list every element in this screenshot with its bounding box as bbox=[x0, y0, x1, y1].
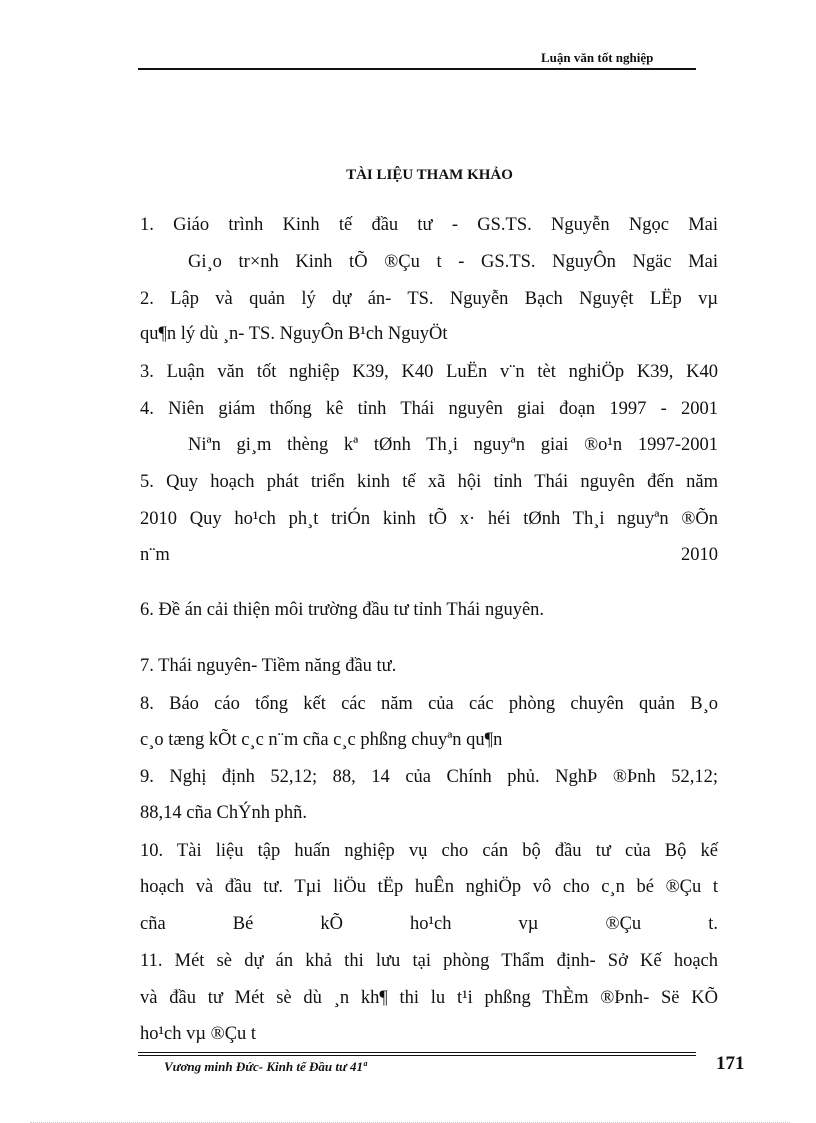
page-number: 171 bbox=[716, 1053, 745, 1074]
reference-line: 6. Đề án cải thiện môi trường đầu tư tỉnh Thái nguyên. bbox=[140, 600, 545, 620]
reference-line: 5. Quy hoạch phát triển kinh tế xã hội tỉnh Thái nguyên đến năm bbox=[140, 472, 718, 492]
reference-line: Gi¸o tr×nh Kinh tÕ ®Çu t - GS.TS. NguyÔn Ngäc Mai bbox=[188, 252, 718, 272]
reference-line: hoạch và đầu tư. Tµi liÖu tËp huÊn nghiÖp vô cho c¸n bé ®Çu t bbox=[140, 877, 718, 897]
reference-line: 3. Luận văn tốt nghiệp K39, K40 LuËn v¨n tèt nghiÖp K39, K40 bbox=[140, 362, 718, 382]
reference-line: 9. Nghị định 52,12; 88, 14 của Chính phủ. NghÞ ®Þnh 52,12; bbox=[140, 767, 718, 787]
reference-line: c¸o tæng kÕt c¸c n¨m cña c¸c phßng chuyªn qu¶n bbox=[140, 730, 503, 750]
reference-line: 10. Tài liệu tập huấn nghiệp vụ cho cán bộ đầu tư của Bộ kế bbox=[140, 841, 718, 861]
reference-line: Niªn gi¸m thèng kª tØnh Th¸i nguyªn giai ®o¹n 1997-2001 bbox=[188, 435, 718, 455]
running-header: Luận văn tốt nghiệp bbox=[541, 50, 654, 65]
reference-line: 1. Giáo trình Kinh tế đầu tư - GS.TS. Nguyễn Ngọc Mai bbox=[140, 215, 718, 235]
reference-line: n¨m 2010 bbox=[140, 545, 718, 565]
reference-line: 2. Lập và quản lý dự án- TS. Nguyễn Bạch Nguyệt LËp vµ bbox=[140, 289, 718, 309]
reference-line: ho¹ch vµ ®Çu t bbox=[140, 1024, 257, 1044]
header-divider bbox=[138, 68, 696, 70]
reference-line: và đầu tư Mét sè dù ¸n kh¶ thi lu t¹i phßng ThÈm ®Þnh- Së KÕ bbox=[140, 988, 718, 1008]
page-title: TÀI LIỆU THAM KHẢO bbox=[346, 167, 513, 183]
footer-author: Vương minh Đức- Kinh tế Đầu tư 41ª bbox=[164, 1059, 367, 1074]
reference-line: 7. Thái nguyên- Tiềm năng đầu tư. bbox=[140, 656, 397, 676]
reference-line: 2010 Quy ho¹ch ph¸t triÓn kinh tÕ x· héi tØnh Th¸i nguyªn ®Õn bbox=[140, 509, 718, 529]
reference-line: qu¶n lý dù ¸n- TS. NguyÔn B¹ch NguyÖt bbox=[140, 324, 448, 344]
reference-line: 11. Mét sè dự án khả thi lưu tại phòng Thẩm định- Sở Kế hoạch bbox=[140, 951, 718, 971]
footer-divider bbox=[138, 1052, 696, 1053]
reference-line: 4. Niên giám thống kê tỉnh Thái nguyên giai đoạn 1997 - 2001 bbox=[140, 399, 718, 419]
reference-line: 88,14 cña ChÝnh phñ. bbox=[140, 803, 307, 823]
footer-divider bbox=[138, 1055, 696, 1056]
reference-line: 8. Báo cáo tổng kết các năm của các phòng chuyên quản B¸o bbox=[140, 694, 718, 714]
reference-line: cña Bé kÕ ho¹ch vµ ®Çu t. bbox=[140, 914, 718, 934]
